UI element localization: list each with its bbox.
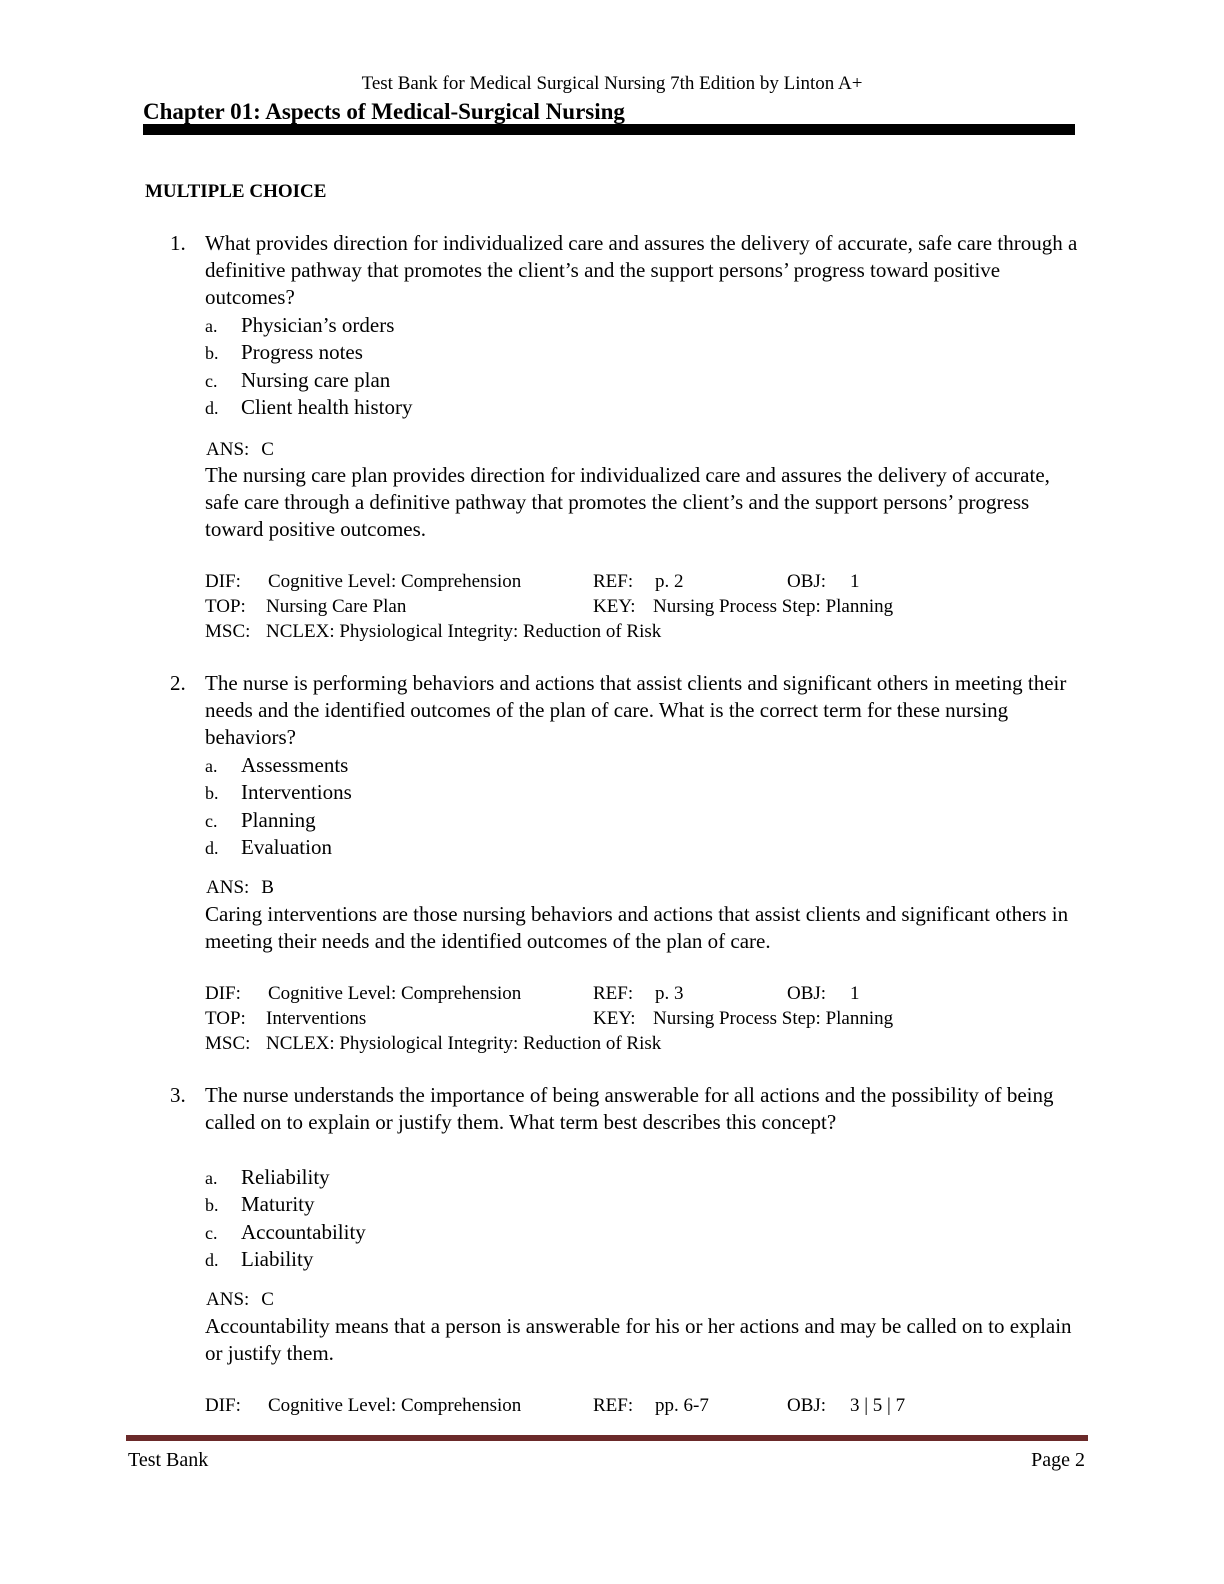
chapter-title: Chapter 01: Aspects of Medical-Surgical Nursing (143, 99, 625, 124)
ref-value: p. 3 (655, 983, 684, 1004)
msc-value: NCLEX: Physiological Integrity: Reduction of Risk (266, 1033, 662, 1054)
top-value: Nursing Care Plan (266, 596, 407, 617)
ref-value: p. 2 (655, 571, 684, 592)
answer-label: ANS: (206, 439, 250, 460)
key-label: KEY: (593, 1008, 636, 1029)
choice-letter: b. (205, 1195, 219, 1216)
answer-value: C (261, 439, 274, 460)
choice-letter: b. (205, 783, 219, 804)
answer-line (206, 1288, 274, 1312)
choice-text: Physician’s orders (241, 313, 395, 337)
document-header: Test Bank for Medical Surgical Nursing 7th Edition by Linton A+ (361, 73, 863, 94)
rationale: The nursing care plan provides direction for individualized care and assures the delivery of accurate, safe care through a definitive pathway that promotes the client’s and the support persons’ progress toward positive outcomes. (205, 463, 1050, 541)
question-stem: The nurse is performing behaviors and actions that assist clients and significant others in meeting their needs and the identified outcomes of the plan of care. What is the correct term for these nursing behaviors? (205, 671, 1067, 749)
rationale: Accountability means that a person is answerable for his or her actions and may be called on to explain or justify them. (205, 1314, 1072, 1365)
key-value: Nursing Process Step: Planning (653, 596, 894, 617)
page-number: Page 2 (1031, 1449, 1085, 1471)
answer-line (206, 876, 274, 900)
choice-text: Maturity (241, 1192, 315, 1217)
dif-label: DIF: (205, 983, 241, 1004)
section-heading: MULTIPLE CHOICE (145, 181, 327, 202)
obj-value: 1 (850, 983, 860, 1004)
choice-letter: a. (205, 316, 218, 336)
dif-value: Cognitive Level: Comprehension (268, 571, 522, 592)
choice-text: Evaluation (241, 834, 332, 859)
choice-letter: c. (205, 370, 218, 391)
choice-letter: a. (205, 756, 218, 776)
choice-letter: c. (205, 810, 218, 831)
choice-letter: d. (205, 837, 219, 858)
dif-value: Cognitive Level: Comprehension (268, 983, 522, 1004)
answer-value: C (261, 1289, 274, 1310)
top-label: TOP: (205, 596, 246, 617)
footer-rule (126, 1435, 1088, 1441)
choice-letter: b. (205, 343, 219, 364)
choice-letter: d. (205, 1249, 219, 1270)
choice-text: Interventions (241, 780, 352, 805)
obj-value: 3 | 5 | 7 (850, 1395, 906, 1416)
choice-text: Liability (241, 1246, 314, 1271)
question-number: 2. (170, 671, 186, 695)
msc-label: MSC: (205, 1033, 251, 1054)
answer-line (206, 438, 274, 462)
msc-label: MSC: (205, 621, 251, 642)
question-number: 3. (170, 1083, 186, 1107)
ref-label: REF: (593, 1395, 634, 1416)
question-metadata (0, 569, 1224, 644)
key-label: KEY: (593, 596, 636, 617)
choice-text: Progress notes (241, 340, 363, 365)
question-metadata (0, 981, 1224, 1056)
question-stem: What provides direction for individualized care and assures the delivery of accurate, safe care through a definitive pathway that promotes the client’s and the support persons’ progress toward positive outcomes? (205, 231, 1078, 309)
ref-label: REF: (593, 571, 634, 592)
dif-label: DIF: (205, 571, 241, 592)
answer-value: B (261, 877, 274, 898)
dif-value: Cognitive Level: Comprehension (268, 1395, 522, 1416)
obj-value: 1 (850, 571, 860, 592)
question-stem: The nurse understands the importance of being answerable for all actions and the possibility of being called on to explain or justify them. What term best describes this concept? (205, 1083, 1054, 1134)
chapter-rule (143, 124, 1075, 135)
answer-label: ANS: (206, 1289, 250, 1310)
rationale: Caring interventions are those nursing behaviors and actions that assist clients and significant others in meeting their needs and the identified outcomes of the plan of care. (205, 902, 1069, 953)
ref-label: REF: (593, 983, 634, 1004)
choice-letter: d. (205, 397, 219, 418)
obj-label: OBJ: (787, 983, 827, 1004)
obj-label: OBJ: (787, 1395, 827, 1416)
footer-label: Test Bank (128, 1449, 209, 1471)
choice-text: Planning (241, 807, 316, 832)
choice-text: Accountability (241, 1219, 366, 1244)
dif-label: DIF: (205, 1395, 241, 1416)
question-metadata (0, 1393, 1224, 1418)
top-label: TOP: (205, 1008, 246, 1029)
key-value: Nursing Process Step: Planning (653, 1008, 894, 1029)
choice-text: Nursing care plan (241, 367, 391, 392)
choice-text: Reliability (241, 1165, 330, 1189)
msc-value: NCLEX: Physiological Integrity: Reduction of Risk (266, 621, 662, 642)
choice-text: Client health history (241, 394, 413, 419)
answer-label: ANS: (206, 877, 250, 898)
choice-text: Assessments (241, 753, 349, 777)
ref-value: pp. 6-7 (655, 1395, 709, 1416)
question-number: 1. (170, 231, 186, 255)
choice-letter: c. (205, 1222, 218, 1243)
choice-letter: a. (205, 1168, 218, 1188)
obj-label: OBJ: (787, 571, 827, 592)
top-value: Interventions (266, 1008, 367, 1029)
